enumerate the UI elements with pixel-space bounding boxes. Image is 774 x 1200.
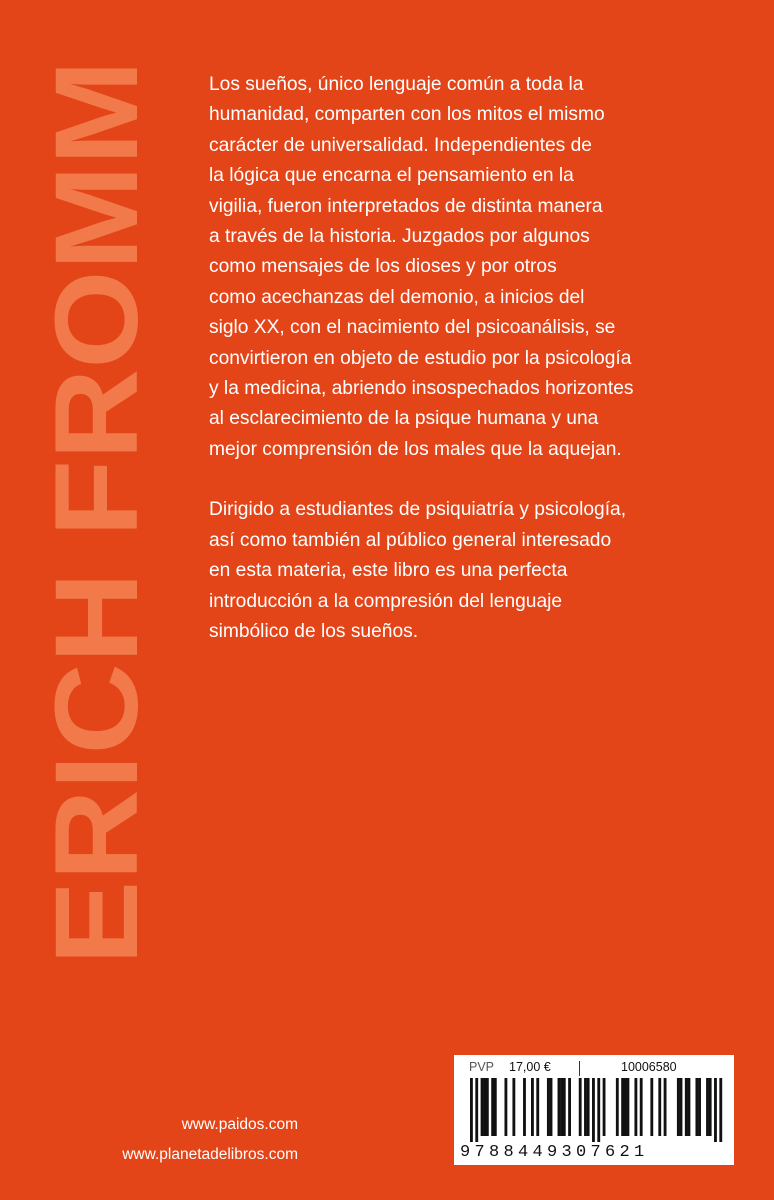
barcode-bar: [695, 1078, 698, 1136]
barcode-bar: [664, 1078, 667, 1136]
vertical-author-name-text: ERICH FROMM: [31, 119, 163, 965]
barcode-bar: [706, 1078, 709, 1136]
reference-code: 10006580: [621, 1060, 677, 1074]
barcode-bar: [640, 1078, 643, 1136]
barcode-bar: [491, 1078, 494, 1136]
barcode-graphic: [470, 1078, 722, 1142]
vertical-author-name-svg: [31, 60, 163, 965]
barcode-bar: [627, 1078, 630, 1136]
website-link-planetadelibros[interactable]: www.planetadelibros.com: [122, 1146, 298, 1163]
barcode-bars: [470, 1078, 722, 1142]
barcode-bar: [709, 1078, 712, 1136]
barcode-bar: [483, 1078, 486, 1136]
barcode-bar: [680, 1078, 683, 1136]
barcode-bar: [579, 1078, 582, 1136]
isbn-digits: 9788449307621: [460, 1143, 649, 1162]
barcode-bar: [481, 1078, 484, 1136]
barcode-bar: [688, 1078, 691, 1136]
barcode-bar: [650, 1078, 653, 1136]
blurb-text: [209, 70, 729, 647]
barcode-bar: [523, 1078, 526, 1136]
website-link-paidos[interactable]: www.paidos.com: [181, 1116, 298, 1133]
barcode-label: [454, 1055, 734, 1165]
barcode-bar: [563, 1078, 566, 1136]
barcode-bar: [719, 1078, 722, 1142]
barcode-bar: [547, 1078, 550, 1136]
price-row: [463, 1060, 725, 1076]
barcode-bar: [624, 1078, 627, 1136]
barcode-bar: [658, 1078, 661, 1136]
barcode-bar: [584, 1078, 587, 1136]
price-divider: [579, 1061, 580, 1076]
barcode-bar: [603, 1078, 606, 1136]
barcode-bar: [550, 1078, 553, 1136]
barcode-bar: [677, 1078, 680, 1136]
barcode-bar: [634, 1078, 637, 1136]
barcode-bar: [531, 1078, 534, 1136]
barcode-bar: [475, 1078, 478, 1142]
barcode-bar: [714, 1078, 717, 1142]
barcode-bar: [536, 1078, 539, 1136]
barcode-bar: [698, 1078, 701, 1136]
barcode-bar: [470, 1078, 473, 1142]
barcode-bar: [597, 1078, 600, 1142]
barcode-bar: [486, 1078, 489, 1136]
barcode-bar: [494, 1078, 497, 1136]
barcode-bar: [512, 1078, 515, 1136]
blurb-paragraph-2: Dirigido a estudiantes de psiquiatría y psicología, así como también al público general interesado en esta materia, este libro es una perfecta introducción a la compresión del lenguaje simbólico de los sueños.: [209, 499, 627, 642]
publisher-websites: [58, 1110, 298, 1170]
vertical-author-name: [31, 60, 163, 965]
price-value: 17,00 €: [509, 1060, 551, 1074]
barcode-bar: [560, 1078, 563, 1136]
blurb-paragraph-1: Los sueños, único lenguaje común a toda la humanidad, comparten con los mitos el mismo carácter de universalidad. Independientes de la lógica que encarna el pensamiento en la vigilia, fueron interpretados de distinta manera a través de la historia. Juzgados por algunos como mensajes de los dioses y por otros como acechanzas del demonio, a inicios del siglo XX, con el nacimiento del psicoanálisis, se convirtieron en objeto de estudio por la psicología y la medicina, abriendo insospechados horizontes al esclarecimiento de la psique humana y una mejor comprensión de los males que la aquejan.: [209, 74, 634, 460]
price-label: PVP: [469, 1060, 495, 1074]
barcode-bar: [621, 1078, 624, 1136]
barcode-bar: [558, 1078, 561, 1136]
barcode-bar: [587, 1078, 590, 1136]
barcode-bar: [685, 1078, 688, 1136]
barcode-bar: [592, 1078, 595, 1142]
barcode-bar: [616, 1078, 619, 1136]
barcode-bar: [504, 1078, 507, 1136]
barcode-bar: [568, 1078, 571, 1136]
